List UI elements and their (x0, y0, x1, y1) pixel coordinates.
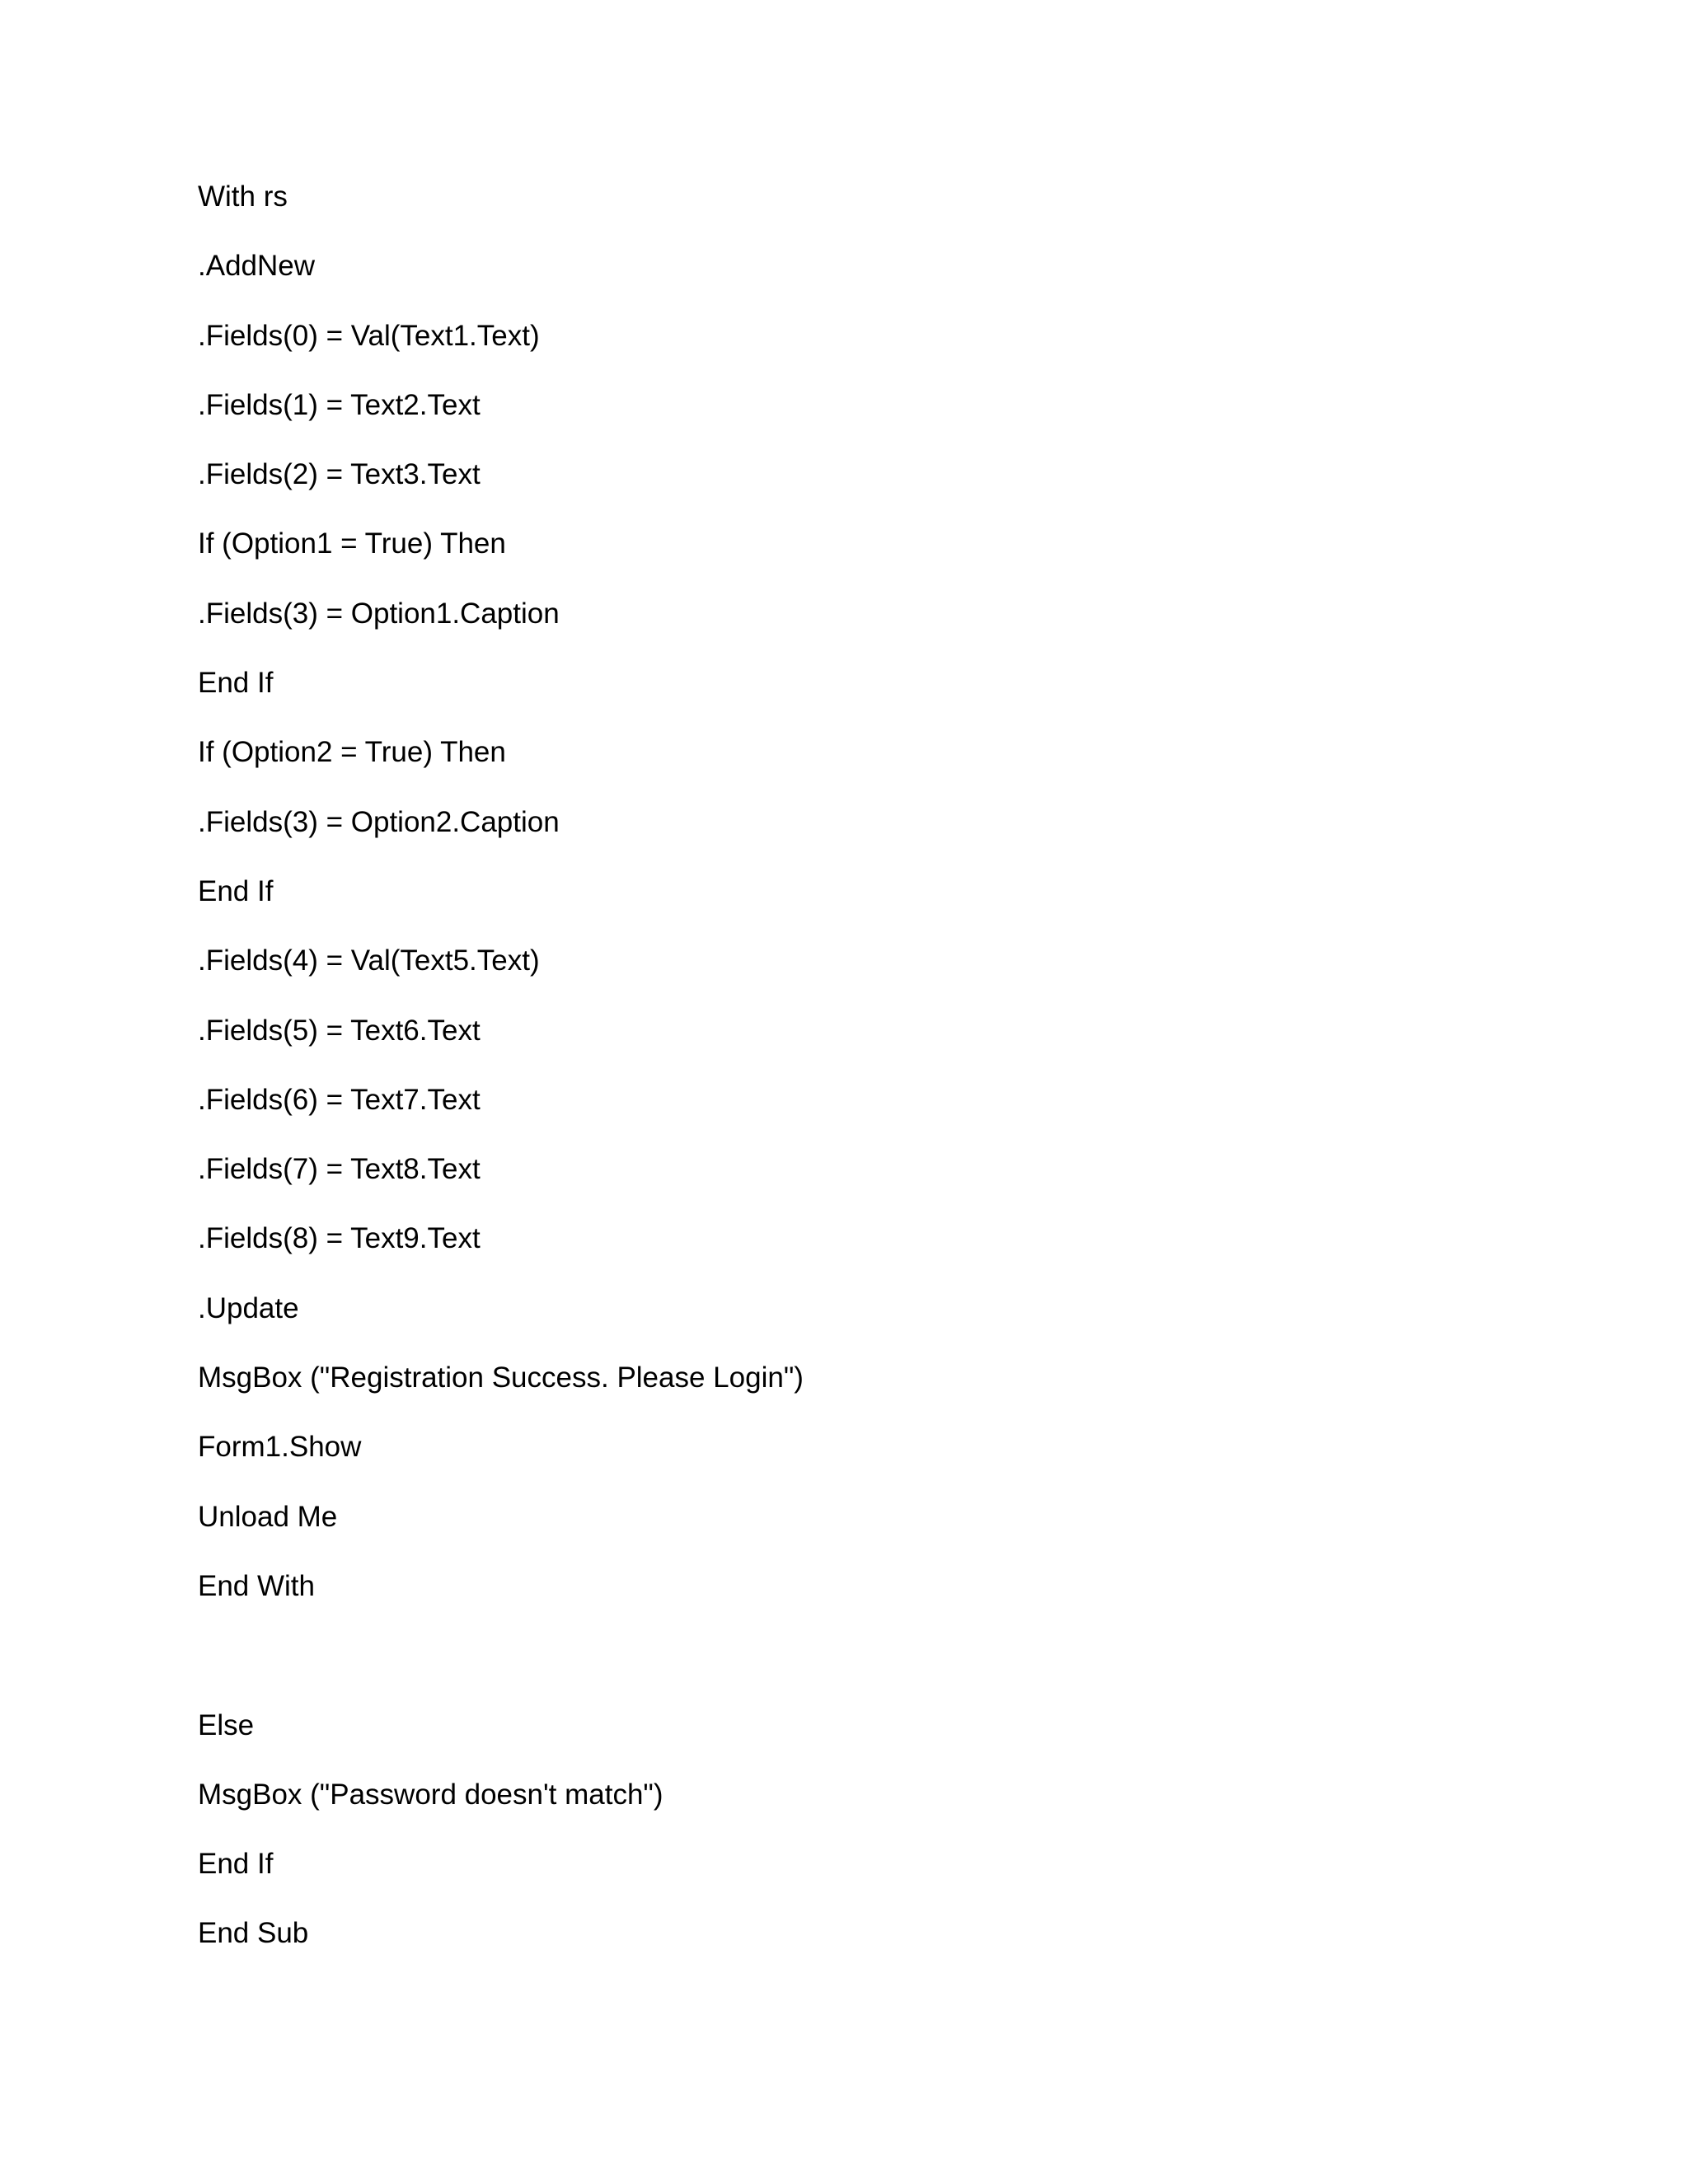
code-line: .Update (198, 1291, 299, 1324)
code-line: .Fields(0) = Val(Text1.Text) (198, 319, 540, 352)
code-line: Unload Me (198, 1500, 338, 1533)
code-line: MsgBox ("Registration Success. Please Login") (198, 1361, 804, 1394)
code-line: Form1.Show (198, 1431, 362, 1464)
code-line: .Fields(3) = Option2.Caption (198, 805, 560, 838)
code-line: .Fields(3) = Option1.Caption (198, 597, 560, 630)
code-line: If (Option2 = True) Then (198, 736, 506, 769)
code-line: .Fields(4) = Val(Text5.Text) (198, 944, 540, 977)
code-line: Else (198, 1708, 255, 1741)
code-line: .Fields(5) = Text6.Text (198, 1014, 481, 1047)
blank-line (198, 1635, 804, 1704)
code-line: End If (198, 874, 274, 907)
code-line: End If (198, 667, 274, 700)
code-line: End With (198, 1569, 315, 1602)
code-line: .Fields(6) = Text7.Text (198, 1083, 481, 1116)
code-line: .Fields(2) = Text3.Text (198, 458, 481, 491)
code-line: MsgBox ("Password doesn't match") (198, 1778, 663, 1811)
code-line: End Sub (198, 1917, 309, 1950)
code-line: .Fields(8) = Text9.Text (198, 1222, 481, 1255)
code-line: .Fields(1) = Text2.Text (198, 388, 481, 421)
code-line: End If (198, 1848, 274, 1881)
code-line: With rs (198, 180, 288, 213)
code-line: If (Option1 = True) Then (198, 527, 506, 560)
code-line: .Fields(7) = Text8.Text (198, 1153, 481, 1186)
code-line: .AddNew (198, 250, 316, 283)
code-listing (198, 176, 804, 1983)
